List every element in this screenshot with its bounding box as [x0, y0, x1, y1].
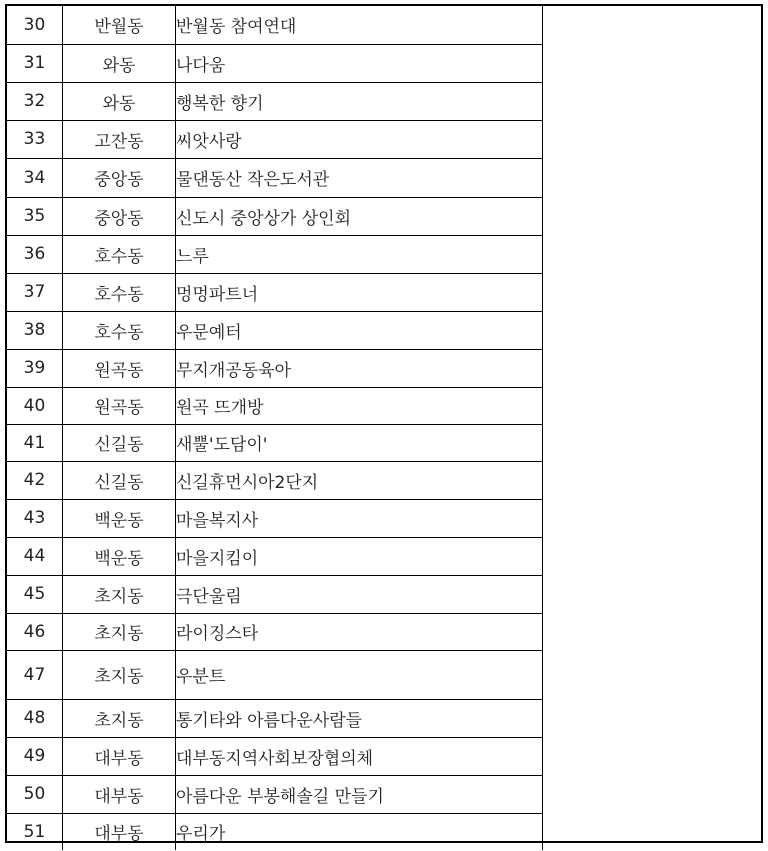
table-row [7, 499, 543, 537]
organization-table [5, 4, 763, 843]
dong-name: 초지동 [63, 575, 176, 613]
organization-name: 무지개공동육아 [176, 349, 543, 387]
row-number: 37 [7, 273, 63, 311]
table-row [7, 575, 543, 613]
organization-name: 라이징스타 [176, 613, 543, 650]
dong-name: 고잔동 [63, 120, 176, 158]
row-number: 30 [7, 6, 63, 44]
table-row [7, 775, 543, 813]
organization-name: 느루 [176, 235, 543, 273]
row-number: 38 [7, 311, 63, 349]
dong-name: 중앙동 [63, 197, 176, 235]
organization-name: 통기타와 아름다운사람들 [176, 699, 543, 737]
organization-name: 아름다운 부봉해솔길 만들기 [176, 775, 543, 813]
organization-name: 새뿔'도담이' [176, 424, 543, 461]
blank-side-column [553, 6, 761, 841]
dong-name: 와동 [63, 44, 176, 82]
row-number: 39 [7, 349, 63, 387]
dong-name: 백운동 [63, 537, 176, 575]
row-number: 47 [7, 650, 63, 699]
table-row [7, 613, 543, 650]
table-row [7, 6, 543, 44]
dong-name: 초지동 [63, 699, 176, 737]
table-row [7, 813, 543, 850]
dong-name: 백운동 [63, 499, 176, 537]
row-number: 51 [7, 813, 63, 850]
table-row [7, 311, 543, 349]
table-row [7, 235, 543, 273]
organization-name: 우분트 [176, 650, 543, 699]
dong-name: 초지동 [63, 650, 176, 699]
row-number: 50 [7, 775, 63, 813]
row-number: 42 [7, 461, 63, 499]
table-row [7, 387, 543, 424]
table-body [7, 6, 543, 850]
organization-name: 행복한 향기 [176, 82, 543, 120]
dong-name: 초지동 [63, 613, 176, 650]
row-number: 35 [7, 197, 63, 235]
organization-name: 신길휴먼시아2단지 [176, 461, 543, 499]
row-number: 36 [7, 235, 63, 273]
row-number: 33 [7, 120, 63, 158]
dong-name: 신길동 [63, 424, 176, 461]
table-row [7, 461, 543, 499]
row-number: 40 [7, 387, 63, 424]
row-number: 34 [7, 158, 63, 197]
organization-name: 씨앗사랑 [176, 120, 543, 158]
row-number: 43 [7, 499, 63, 537]
dong-name: 반월동 [63, 6, 176, 44]
organization-name: 신도시 중앙상가 상인회 [176, 197, 543, 235]
dong-name: 와동 [63, 82, 176, 120]
organization-name: 물댄동산 작은도서관 [176, 158, 543, 197]
dong-name: 중앙동 [63, 158, 176, 197]
row-number: 32 [7, 82, 63, 120]
table-row [7, 158, 543, 197]
organization-name: 극단울림 [176, 575, 543, 613]
table-row [7, 349, 543, 387]
table-row [7, 650, 543, 699]
organization-name: 마을복지사 [176, 499, 543, 537]
dong-name: 호수동 [63, 235, 176, 273]
organization-name: 나다움 [176, 44, 543, 82]
dong-name: 호수동 [63, 311, 176, 349]
organization-name: 반월동 참여연대 [176, 6, 543, 44]
organization-name: 멍멍파트너 [176, 273, 543, 311]
organization-name: 대부동지역사회보장협의체 [176, 737, 543, 775]
row-number: 49 [7, 737, 63, 775]
table-row [7, 197, 543, 235]
table-row [7, 82, 543, 120]
row-number: 44 [7, 537, 63, 575]
dong-name: 호수동 [63, 273, 176, 311]
dong-name: 대부동 [63, 775, 176, 813]
dong-name: 대부동 [63, 813, 176, 850]
dong-name: 신길동 [63, 461, 176, 499]
table-row [7, 44, 543, 82]
organization-name: 원곡 뜨개방 [176, 387, 543, 424]
organization-name: 우문예터 [176, 311, 543, 349]
row-number: 31 [7, 44, 63, 82]
table-row [7, 120, 543, 158]
table-row [7, 273, 543, 311]
table-row [7, 699, 543, 737]
row-number: 46 [7, 613, 63, 650]
dong-name: 원곡동 [63, 349, 176, 387]
dong-name: 대부동 [63, 737, 176, 775]
table-row [7, 537, 543, 575]
row-number: 41 [7, 424, 63, 461]
organization-name: 마을지킴이 [176, 537, 543, 575]
organization-name: 우리가 [176, 813, 543, 850]
row-number: 45 [7, 575, 63, 613]
table-row [7, 737, 543, 775]
table-row [7, 424, 543, 461]
dong-name: 원곡동 [63, 387, 176, 424]
row-number: 48 [7, 699, 63, 737]
